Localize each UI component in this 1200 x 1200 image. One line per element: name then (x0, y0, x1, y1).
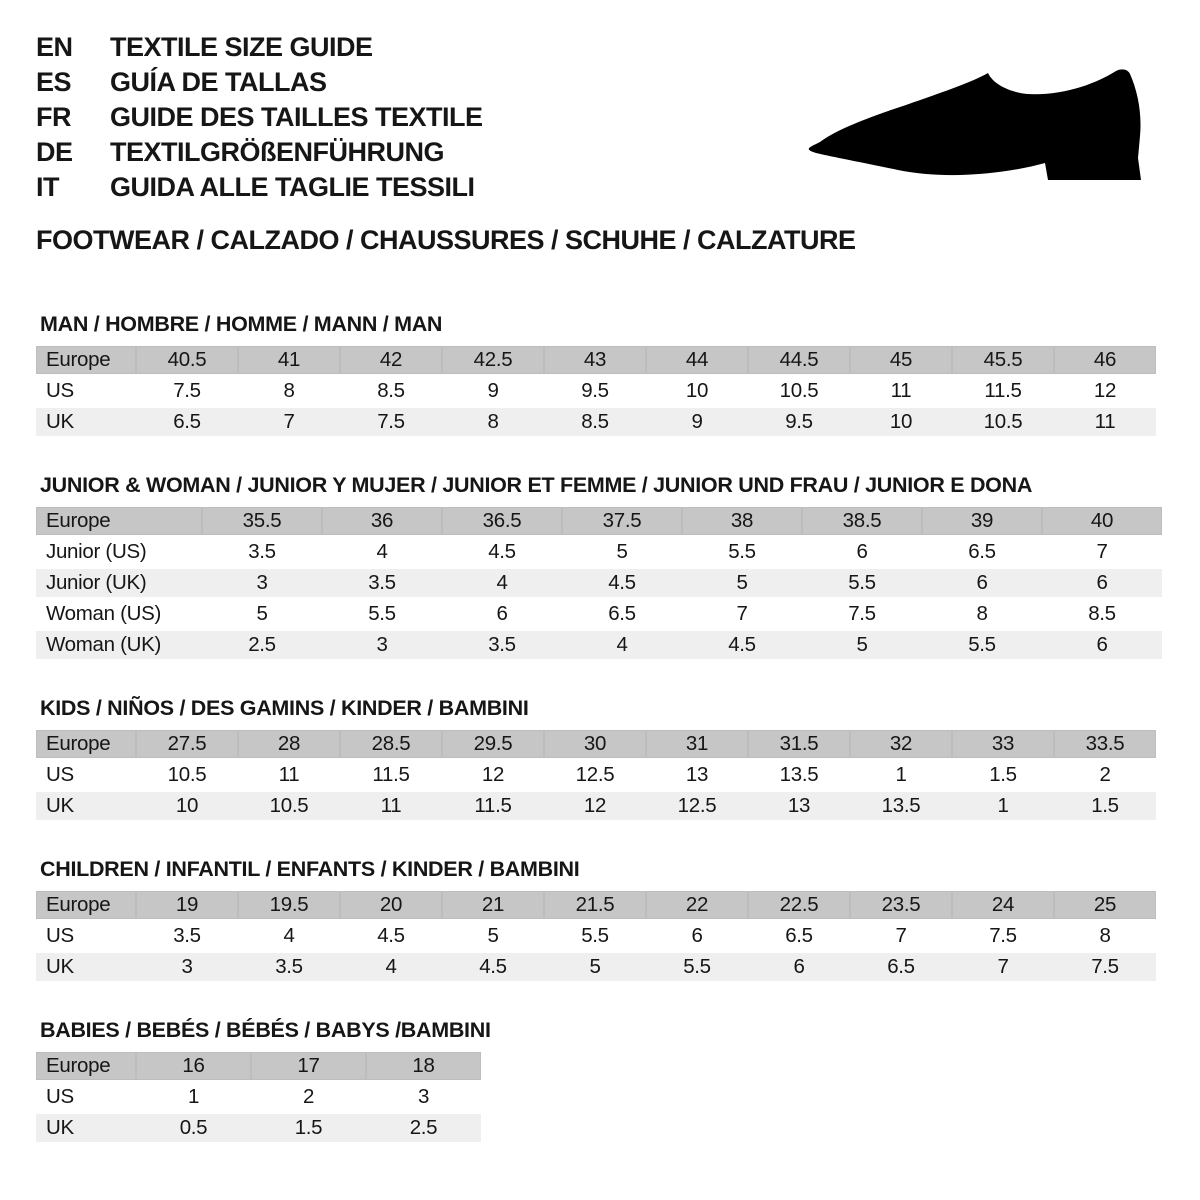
size-cell: 43 (544, 346, 646, 374)
size-cell: 12.5 (544, 761, 646, 789)
size-table (36, 1049, 481, 1145)
row-label: UK (36, 1114, 136, 1142)
size-cell: 10.5 (748, 377, 850, 405)
size-cell: 11.5 (952, 377, 1054, 405)
size-cell: 36 (322, 507, 442, 535)
size-cell: 22 (646, 891, 748, 919)
table-row (36, 631, 1162, 659)
size-cell: 3.5 (442, 631, 562, 659)
table-row (36, 346, 1156, 374)
size-cell: 3.5 (136, 922, 238, 950)
size-cell: 5.5 (802, 569, 922, 597)
size-cell: 3.5 (322, 569, 442, 597)
language-title: GUIDA ALLE TAGLIE TESSILI (110, 172, 475, 202)
size-cell: 3 (136, 953, 238, 981)
size-cell: 5.5 (646, 953, 748, 981)
size-cell: 2.5 (366, 1114, 481, 1142)
size-cell: 6.5 (562, 600, 682, 628)
size-cell: 11.5 (340, 761, 442, 789)
size-cell: 28.5 (340, 730, 442, 758)
size-cell: 6 (1042, 631, 1162, 659)
size-cell: 31 (646, 730, 748, 758)
size-cell: 9 (646, 408, 748, 436)
size-section (36, 857, 1164, 984)
size-cell: 7 (682, 600, 802, 628)
row-label: Europe (36, 346, 136, 374)
language-code: FR (36, 102, 71, 132)
size-cell: 1 (952, 792, 1054, 820)
size-cell: 6 (922, 569, 1042, 597)
size-cell: 19.5 (238, 891, 340, 919)
size-cell: 4.5 (340, 922, 442, 950)
table-row (36, 922, 1156, 950)
size-cell: 5 (202, 600, 322, 628)
size-cell: 7.5 (136, 377, 238, 405)
size-cell: 10 (646, 377, 748, 405)
size-cell: 13 (748, 792, 850, 820)
size-cell: 46 (1054, 346, 1156, 374)
size-cell: 10 (136, 792, 238, 820)
table-row (36, 891, 1156, 919)
size-cell: 10.5 (952, 408, 1054, 436)
header (36, 30, 1164, 256)
size-cell: 42 (340, 346, 442, 374)
size-cell: 11 (238, 761, 340, 789)
size-cell: 17 (251, 1052, 366, 1080)
size-tables (36, 312, 1164, 1145)
size-cell: 3 (202, 569, 322, 597)
size-cell: 6.5 (748, 922, 850, 950)
size-cell: 4.5 (562, 569, 682, 597)
size-cell: 28 (238, 730, 340, 758)
size-cell: 13.5 (748, 761, 850, 789)
size-cell: 6 (748, 953, 850, 981)
size-cell: 7 (238, 408, 340, 436)
size-cell: 0.5 (136, 1114, 251, 1142)
size-cell: 13 (646, 761, 748, 789)
section-title: BABIES / BEBÉS / BÉBÉS / BABYS /BAMBINI (40, 1018, 491, 1042)
size-cell: 1.5 (952, 761, 1054, 789)
size-cell: 21 (442, 891, 544, 919)
size-cell: 11 (340, 792, 442, 820)
row-label: Europe (36, 891, 136, 919)
size-cell: 24 (952, 891, 1054, 919)
section-title: MAN / HOMBRE / HOMME / MANN / MAN (40, 312, 443, 336)
size-cell: 38.5 (802, 507, 922, 535)
size-cell: 6 (646, 922, 748, 950)
table-row (36, 600, 1162, 628)
size-cell: 3.5 (238, 953, 340, 981)
size-cell: 6 (1042, 569, 1162, 597)
size-cell: 12.5 (646, 792, 748, 820)
size-cell: 37.5 (562, 507, 682, 535)
size-cell: 44 (646, 346, 748, 374)
table-row (36, 1114, 481, 1142)
row-label: UK (36, 792, 136, 820)
size-cell: 6 (802, 538, 922, 566)
language-code: EN (36, 32, 73, 62)
size-cell: 8.5 (340, 377, 442, 405)
size-cell: 5 (562, 538, 682, 566)
language-code: ES (36, 67, 72, 97)
size-cell: 19 (136, 891, 238, 919)
size-cell: 38 (682, 507, 802, 535)
size-cell: 10.5 (238, 792, 340, 820)
size-cell: 39 (922, 507, 1042, 535)
size-cell: 16 (136, 1052, 251, 1080)
size-cell: 2 (1054, 761, 1156, 789)
size-cell: 9.5 (544, 377, 646, 405)
size-cell: 4 (238, 922, 340, 950)
language-title: GUIDE DES TAILLES TEXTILE (110, 102, 483, 132)
size-cell: 7 (1042, 538, 1162, 566)
size-cell: 3.5 (202, 538, 322, 566)
table-row (36, 538, 1162, 566)
size-cell: 1 (850, 761, 952, 789)
size-cell: 25 (1054, 891, 1156, 919)
size-cell: 7 (850, 922, 952, 950)
size-cell: 4 (562, 631, 682, 659)
size-cell: 9 (442, 377, 544, 405)
table-row (36, 507, 1162, 535)
size-cell: 8 (442, 408, 544, 436)
size-cell: 11 (850, 377, 952, 405)
size-section (36, 312, 1164, 439)
size-cell: 1.5 (251, 1114, 366, 1142)
size-cell: 5 (682, 569, 802, 597)
size-cell: 23.5 (850, 891, 952, 919)
size-cell: 45.5 (952, 346, 1054, 374)
row-label: UK (36, 953, 136, 981)
table-row (36, 1083, 481, 1111)
size-cell: 5.5 (922, 631, 1042, 659)
category-title: FOOTWEAR / CALZADO / CHAUSSURES / SCHUHE / CALZATURE (36, 225, 856, 255)
size-cell: 4.5 (442, 538, 562, 566)
size-cell: 13.5 (850, 792, 952, 820)
shoe-icon (796, 58, 1156, 208)
size-cell: 8 (922, 600, 1042, 628)
size-cell: 12 (1054, 377, 1156, 405)
size-cell: 27.5 (136, 730, 238, 758)
size-cell: 44.5 (748, 346, 850, 374)
size-cell: 4 (442, 569, 562, 597)
size-cell: 4 (340, 953, 442, 981)
size-cell: 3 (366, 1083, 481, 1111)
row-label: Woman (UK) (36, 631, 202, 659)
row-label: Junior (UK) (36, 569, 202, 597)
row-label: Europe (36, 730, 136, 758)
size-cell: 4 (322, 538, 442, 566)
row-label: US (36, 377, 136, 405)
size-cell: 5.5 (322, 600, 442, 628)
size-cell: 33 (952, 730, 1054, 758)
table-row (36, 1052, 481, 1080)
language-title: TEXTILGRÖßENFÜHRUNG (110, 137, 444, 167)
section-title: KIDS / NIÑOS / DES GAMINS / KINDER / BAMBINI (40, 696, 529, 720)
row-label: Junior (US) (36, 538, 202, 566)
size-cell: 10 (850, 408, 952, 436)
size-table (36, 727, 1156, 823)
size-cell: 11.5 (442, 792, 544, 820)
size-cell: 36.5 (442, 507, 562, 535)
size-cell: 6.5 (136, 408, 238, 436)
size-cell: 3 (322, 631, 442, 659)
size-cell: 7.5 (802, 600, 922, 628)
table-row (36, 761, 1156, 789)
size-section (36, 696, 1164, 823)
size-cell: 30 (544, 730, 646, 758)
size-cell: 32 (850, 730, 952, 758)
row-label: US (36, 761, 136, 789)
size-cell: 18 (366, 1052, 481, 1080)
table-row (36, 730, 1156, 758)
size-cell: 21.5 (544, 891, 646, 919)
size-cell: 6.5 (850, 953, 952, 981)
size-section (36, 1018, 1164, 1145)
size-cell: 35.5 (202, 507, 322, 535)
size-table (36, 504, 1162, 662)
size-cell: 5 (442, 922, 544, 950)
size-cell: 10.5 (136, 761, 238, 789)
size-cell: 6.5 (922, 538, 1042, 566)
size-cell: 2.5 (202, 631, 322, 659)
row-label: Europe (36, 1052, 136, 1080)
table-row (36, 377, 1156, 405)
size-table (36, 888, 1156, 984)
size-cell: 8.5 (544, 408, 646, 436)
section-title: JUNIOR & WOMAN / JUNIOR Y MUJER / JUNIOR ET FEMME / JUNIOR UND FRAU / JUNIOR E DONA (40, 473, 1033, 497)
row-label: US (36, 1083, 136, 1111)
row-label: Europe (36, 507, 202, 535)
size-cell: 20 (340, 891, 442, 919)
size-cell: 29.5 (442, 730, 544, 758)
size-cell: 5.5 (682, 538, 802, 566)
table-row (36, 792, 1156, 820)
size-cell: 11 (1054, 408, 1156, 436)
language-title: TEXTILE SIZE GUIDE (110, 32, 373, 62)
table-row (36, 953, 1156, 981)
size-cell: 31.5 (748, 730, 850, 758)
size-cell: 7.5 (952, 922, 1054, 950)
size-cell: 8 (238, 377, 340, 405)
size-cell: 4.5 (442, 953, 544, 981)
size-cell: 8.5 (1042, 600, 1162, 628)
size-cell: 1 (136, 1083, 251, 1111)
size-cell: 8 (1054, 922, 1156, 950)
size-cell: 22.5 (748, 891, 850, 919)
size-cell: 5 (544, 953, 646, 981)
size-cell: 40 (1042, 507, 1162, 535)
size-cell: 33.5 (1054, 730, 1156, 758)
size-cell: 1.5 (1054, 792, 1156, 820)
size-cell: 5 (802, 631, 922, 659)
size-cell: 2 (251, 1083, 366, 1111)
size-cell: 12 (544, 792, 646, 820)
table-row (36, 569, 1162, 597)
size-cell: 45 (850, 346, 952, 374)
row-label: US (36, 922, 136, 950)
size-cell: 41 (238, 346, 340, 374)
size-cell: 12 (442, 761, 544, 789)
size-table (36, 343, 1156, 439)
row-label: Woman (US) (36, 600, 202, 628)
size-section (36, 473, 1164, 662)
size-cell: 42.5 (442, 346, 544, 374)
row-label: UK (36, 408, 136, 436)
language-code: IT (36, 172, 59, 202)
size-cell: 6 (442, 600, 562, 628)
size-cell: 7.5 (340, 408, 442, 436)
size-cell: 7 (952, 953, 1054, 981)
size-cell: 4.5 (682, 631, 802, 659)
size-cell: 40.5 (136, 346, 238, 374)
table-row (36, 408, 1156, 436)
section-title: CHILDREN / INFANTIL / ENFANTS / KINDER / BAMBINI (40, 857, 580, 881)
language-title: GUÍA DE TALLAS (110, 67, 327, 97)
size-cell: 7.5 (1054, 953, 1156, 981)
language-code: DE (36, 137, 73, 167)
size-cell: 5.5 (544, 922, 646, 950)
size-cell: 9.5 (748, 408, 850, 436)
